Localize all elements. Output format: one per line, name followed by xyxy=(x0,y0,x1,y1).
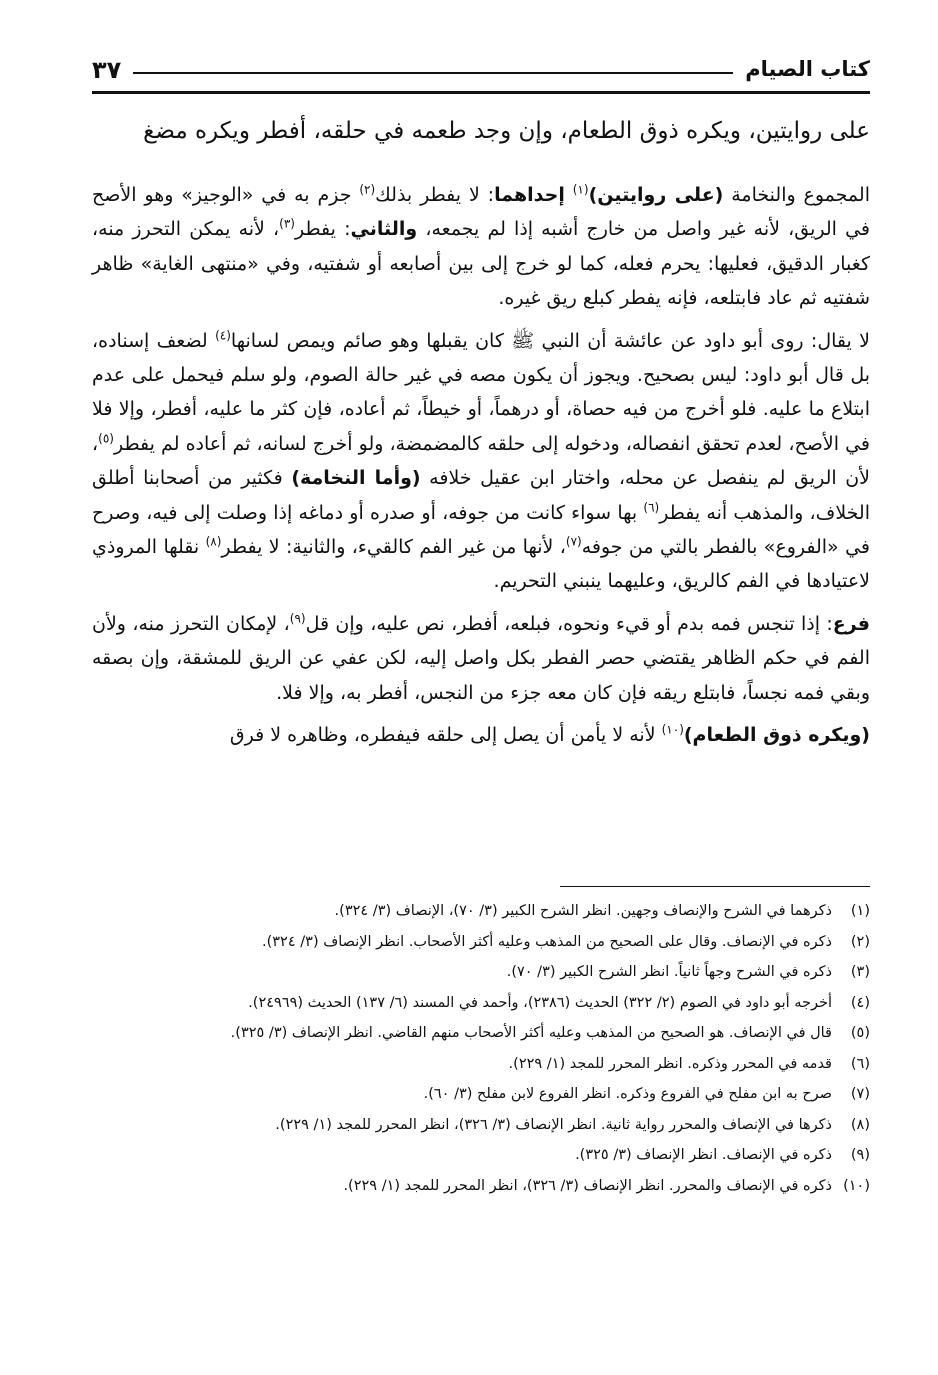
footnote-number: (١) xyxy=(850,903,870,919)
footnote-text: ذكره في الإنصاف. وقال على الصحيح من المذهب وعليه أكثر الأصحاب. انظر الإنصاف (٣/ ٣٢٤). xyxy=(261,933,832,950)
footnote-item xyxy=(92,1112,870,1139)
footnote-number: (٣) xyxy=(850,964,870,980)
footnotes xyxy=(92,898,870,1203)
footnote-text: صرح به ابن مفلح في الفروع وذكره. انظر الفروع لابن مفلح (٣/ ٦٠). xyxy=(423,1086,832,1102)
footnote-item xyxy=(92,1020,870,1047)
commentary-body xyxy=(92,178,870,761)
text-run: : لا يفطر بذلك xyxy=(375,184,495,206)
footnote-ref[interactable]: (٩) xyxy=(289,611,306,626)
footnote-number: (٦) xyxy=(850,1055,870,1072)
footnote-separator xyxy=(560,886,870,887)
text-run: المجموع والنخامة xyxy=(731,184,870,206)
footnote-item xyxy=(92,1051,870,1078)
footnote-text: ذكرهما في الشرح والإنصاف وجهين. انظر الشرح الكبير (٣/ ٧٠)، الإنصاف (٣/ ٣٢٤). xyxy=(334,903,832,919)
footnote-item xyxy=(92,1173,870,1200)
text-run: لضعف إسناده، بل قال أبو داود: ليس بصحيح. ويجوز أن يكون مصه في غير حالة الصوم، ولو سلم فيحمل على عدم ابتلاع ما عليه. فلو أخرج من فيه حصاة، أو درهماً، أو خيطاً، ثم أعاده، فإن كثر ما عليه، أفطر، وإلا فلا في الأصح، لعدم تحقق انفصاله، ودخوله إلى حلقه كالمضمضة، ولو أخرج لسانه، ثم أعاده لم يفطر xyxy=(92,329,870,455)
footnote-item xyxy=(92,1142,870,1169)
paragraph-1 xyxy=(92,178,870,316)
footnote-number: (٧) xyxy=(850,1086,870,1102)
footnote-text: ذكره في الإنصاف. انظر الإنصاف (٣/ ٣٢٥). xyxy=(575,1147,832,1163)
footnote-number: (١٠) xyxy=(843,1177,870,1194)
footnote-ref[interactable]: (٢) xyxy=(359,182,376,197)
footnote-text: ذكره في الشرح وجهاً ثانياً. انظر الشرح الكبير (٣/ ٧٠). xyxy=(506,964,832,980)
running-header xyxy=(92,48,870,84)
footnote-ref[interactable]: (٨) xyxy=(205,534,222,549)
header-line xyxy=(133,72,733,74)
footnote-text: ذكره في الإنصاف والمحرر. انظر الإنصاف (٣/ ٣٢٦)، انظر المحرر للمجد (١/ ٢٢٩). xyxy=(343,1177,832,1194)
footnote-text: ذكرها في الإنصاف والمحرر رواية ثانية. انظر الإنصاف (٣/ ٣٢٦)، انظر المحرر للمجد (١/ ٢٢٩). xyxy=(275,1116,832,1133)
footnote-ref[interactable]: (٥) xyxy=(98,431,114,446)
text-run: ، لأنه يمكن التحرز منه، كغبار الدقيق، فعليها: يحرم فعله، كما لو خرج إلى بين أصابعه أو شفتيه، وفي «منتهى الغاية» ظاهر شفتيه ثم عاد فابتلعه، فإنه يفطر كبلع ريق غيره. xyxy=(92,218,870,310)
bold-phrase: (على روايتين) xyxy=(588,184,724,206)
footnote-text: أخرجه أبو داود في الصوم (٢/ ٣٢٢) الحديث (٢٣٨٦)، وأحمد في المسند (٦/ ١٣٧) الحديث (٢٤٩٦٩). xyxy=(248,994,832,1011)
bold-phrase: والثاني xyxy=(350,218,418,241)
text-run: نقلها المروذي لاعتيادها في الفم كالريق، وعليهما ينبني التحريم. xyxy=(92,536,870,593)
footnote-item xyxy=(92,1081,870,1108)
paragraph-3 xyxy=(92,607,870,710)
footnote-ref[interactable]: (٤) xyxy=(215,328,231,343)
paragraph-4 xyxy=(92,718,870,752)
header-rule xyxy=(92,91,870,94)
text-run: بها سواء كانت من جوفه، أو صدره أو دماغه إذا وصلت إلى فيه، وصرح في «الفروع» بالفطر بالتي من جوفه xyxy=(92,501,871,559)
text-run: فكثير من أصحابنا أطلق الخلاف، والمذهب أنه يفطر xyxy=(92,467,870,524)
bold-phrase: (ويكره ذوق الطعام) xyxy=(683,724,870,747)
text-run: لأنه لا يأمن أن يصل إلى حلقه فيفطره، وظاهره لا فرق xyxy=(229,724,662,747)
footnote-ref[interactable]: (٦) xyxy=(643,500,660,515)
chapter-title: كتاب الصيام xyxy=(745,57,870,81)
footnote-number: (٩) xyxy=(850,1147,870,1163)
text-run: جزم به في «الوجيز» وهو الأصح في الريق، لأنه غير واصل من خارج أشبه إذا لم يجمعه، xyxy=(92,184,870,241)
footnote-item xyxy=(92,898,870,925)
text-run: لا يقال: روى أبو داود عن عائشة أن النبي ﷺ كان يقبلها وهو صائم ويمص لسانها xyxy=(230,329,871,352)
footnote-item xyxy=(92,929,870,956)
footnote-number: (٥) xyxy=(850,1025,870,1041)
text-run: ، لإمكان التحرز منه، ولأن الفم في حكم الظاهر يقتضي حصر الفطر بكل واصل إليه، لكن عفي عن الريق للمشقة، وإن بصقه وبقي فمه نجساً، فابتلع ريقه فإن كان معه جزء من النجس، أفطر به، وإلا فلا. xyxy=(92,612,870,704)
footnote-item xyxy=(92,990,870,1017)
footnote-number: (٨) xyxy=(850,1116,870,1133)
bold-phrase: إحداهما xyxy=(494,184,565,206)
page-number: ٣٧ xyxy=(92,56,122,84)
footnote-ref[interactable]: (٧) xyxy=(565,534,582,549)
footnote-item xyxy=(92,959,870,986)
text-run: ، لأن الريق لم ينفصل عن محله، واختار ابن عقيل خلافه xyxy=(92,432,871,490)
footnote-ref[interactable]: (١) xyxy=(572,182,589,197)
footnote-number: (٤) xyxy=(850,994,870,1011)
bold-phrase: (وأما النخامة) xyxy=(291,467,421,490)
paragraph-2 xyxy=(92,324,870,599)
text-run: ، لأنها من غير الفم كالقيء، والثانية: لا يفطر xyxy=(221,536,566,559)
matn-text: على روايتين، ويكره ذوق الطعام، وإن وجد طعمه في حلقه، أفطر ويكره مضغ xyxy=(143,118,870,144)
text-run: : يفطر xyxy=(294,218,351,241)
text-run: : إذا تنجس فمه بدم أو قيء ونحوه، فبلعه، أفطر، نص عليه، وإن قل xyxy=(305,612,833,635)
footnote-number: (٢) xyxy=(850,933,870,950)
footnote-text: قال في الإنصاف. هو الصحيح من المذهب وعليه أكثر الأصحاب منهم القاضي. انظر الإنصاف (٣/ ٣٢٥). xyxy=(230,1025,832,1041)
book-page xyxy=(92,40,870,1340)
bold-phrase: فرع xyxy=(832,612,870,635)
footnote-ref[interactable]: (٣) xyxy=(279,217,295,232)
footnote-text: قدمه في المحرر وذكره. انظر المحرر للمجد (١/ ٢٢٩). xyxy=(508,1055,832,1072)
footnote-ref[interactable]: (١٠) xyxy=(661,722,684,737)
